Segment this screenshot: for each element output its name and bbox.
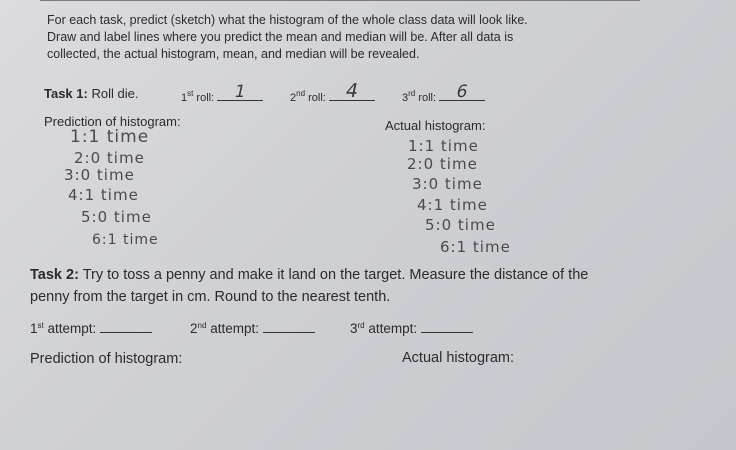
task2-attempt-3 <box>350 320 473 336</box>
roll-1-suffix: st <box>187 89 194 98</box>
task1-prediction-label: Prediction of histogram: <box>44 114 181 129</box>
roll-2-label: roll: <box>308 92 326 104</box>
intro-line-3: collected, the actual histogram, mean, and median will be revealed. <box>47 47 420 61</box>
roll-3-label: roll: <box>418 92 437 104</box>
attempt-2-number: 2 <box>190 321 198 336</box>
roll-3-suffix: rd <box>408 89 416 98</box>
roll-1-field[interactable] <box>217 82 263 102</box>
task2-description-line-1: Try to toss a penny and make it land on the target. Measure the distance of the <box>82 267 589 283</box>
task1-row <box>44 86 138 101</box>
task2-line-1 <box>30 267 588 283</box>
roll-1-value: 1 <box>232 82 248 102</box>
intro-line-1: For each task, predict (sketch) what the histogram of the whole class data will look like. <box>47 13 528 27</box>
actual-note-5: 5:0 time <box>425 216 496 234</box>
attempt-2-field[interactable] <box>263 320 315 333</box>
attempt-3-field[interactable] <box>421 320 473 333</box>
task1-roll-3 <box>402 82 485 104</box>
roll-2-suffix: nd <box>296 89 306 98</box>
attempt-1-suffix: st <box>37 321 44 330</box>
intro-line-2: Draw and label lines where you predict the mean and median will be. After all data is <box>47 30 514 44</box>
task1-description: Roll die. <box>91 86 139 101</box>
task2-actual-label: Actual histogram: <box>402 350 515 366</box>
prediction-note-2: 2:0 time <box>74 149 145 167</box>
attempt-1-number: 1 <box>30 321 38 336</box>
attempt-1-label: attempt: <box>47 321 97 336</box>
roll-3-value: 6 <box>454 82 470 102</box>
prediction-note-6: 6:1 time <box>92 232 159 248</box>
task2-attempt-1 <box>30 320 152 336</box>
actual-note-6: 6:1 time <box>440 238 511 256</box>
roll-2-field[interactable] <box>329 80 375 102</box>
task2-prediction-label: Prediction of histogram: <box>30 351 183 367</box>
task1-title: Task 1: <box>44 86 88 101</box>
task1-roll-1 <box>181 82 263 104</box>
actual-note-3: 3:0 time <box>412 175 483 193</box>
attempt-3-label: attempt: <box>368 321 418 336</box>
task2-description-line-2: penny from the target in cm. Round to the nearest tenth. <box>30 289 391 305</box>
top-border-line <box>40 0 640 2</box>
prediction-note-5: 5:0 time <box>81 208 152 226</box>
task1-actual-label: Actual histogram: <box>385 118 486 133</box>
roll-3-field[interactable] <box>439 82 485 102</box>
roll-1-number: 1 <box>181 92 188 104</box>
task2-attempt-2 <box>190 320 315 336</box>
prediction-note-1: 1:1 time <box>70 127 150 147</box>
roll-2-value: 4 <box>343 80 361 102</box>
roll-1-label: roll: <box>196 92 215 104</box>
attempt-3-suffix: rd <box>357 321 365 330</box>
actual-note-4: 4:1 time <box>417 196 488 214</box>
actual-note-1: 1:1 time <box>408 137 479 155</box>
attempt-3-number: 3 <box>350 321 358 336</box>
roll-2-number: 2 <box>290 92 297 104</box>
attempt-1-field[interactable] <box>100 320 152 333</box>
prediction-note-4: 4:1 time <box>68 186 139 204</box>
prediction-note-3: 3:0 time <box>64 166 135 184</box>
roll-3-number: 3 <box>402 92 409 104</box>
task2-title: Task 2: <box>30 267 79 283</box>
attempt-2-suffix: nd <box>197 321 207 330</box>
attempt-2-label: attempt: <box>210 321 259 336</box>
actual-note-2: 2:0 time <box>407 155 478 173</box>
task1-roll-2 <box>290 80 375 104</box>
